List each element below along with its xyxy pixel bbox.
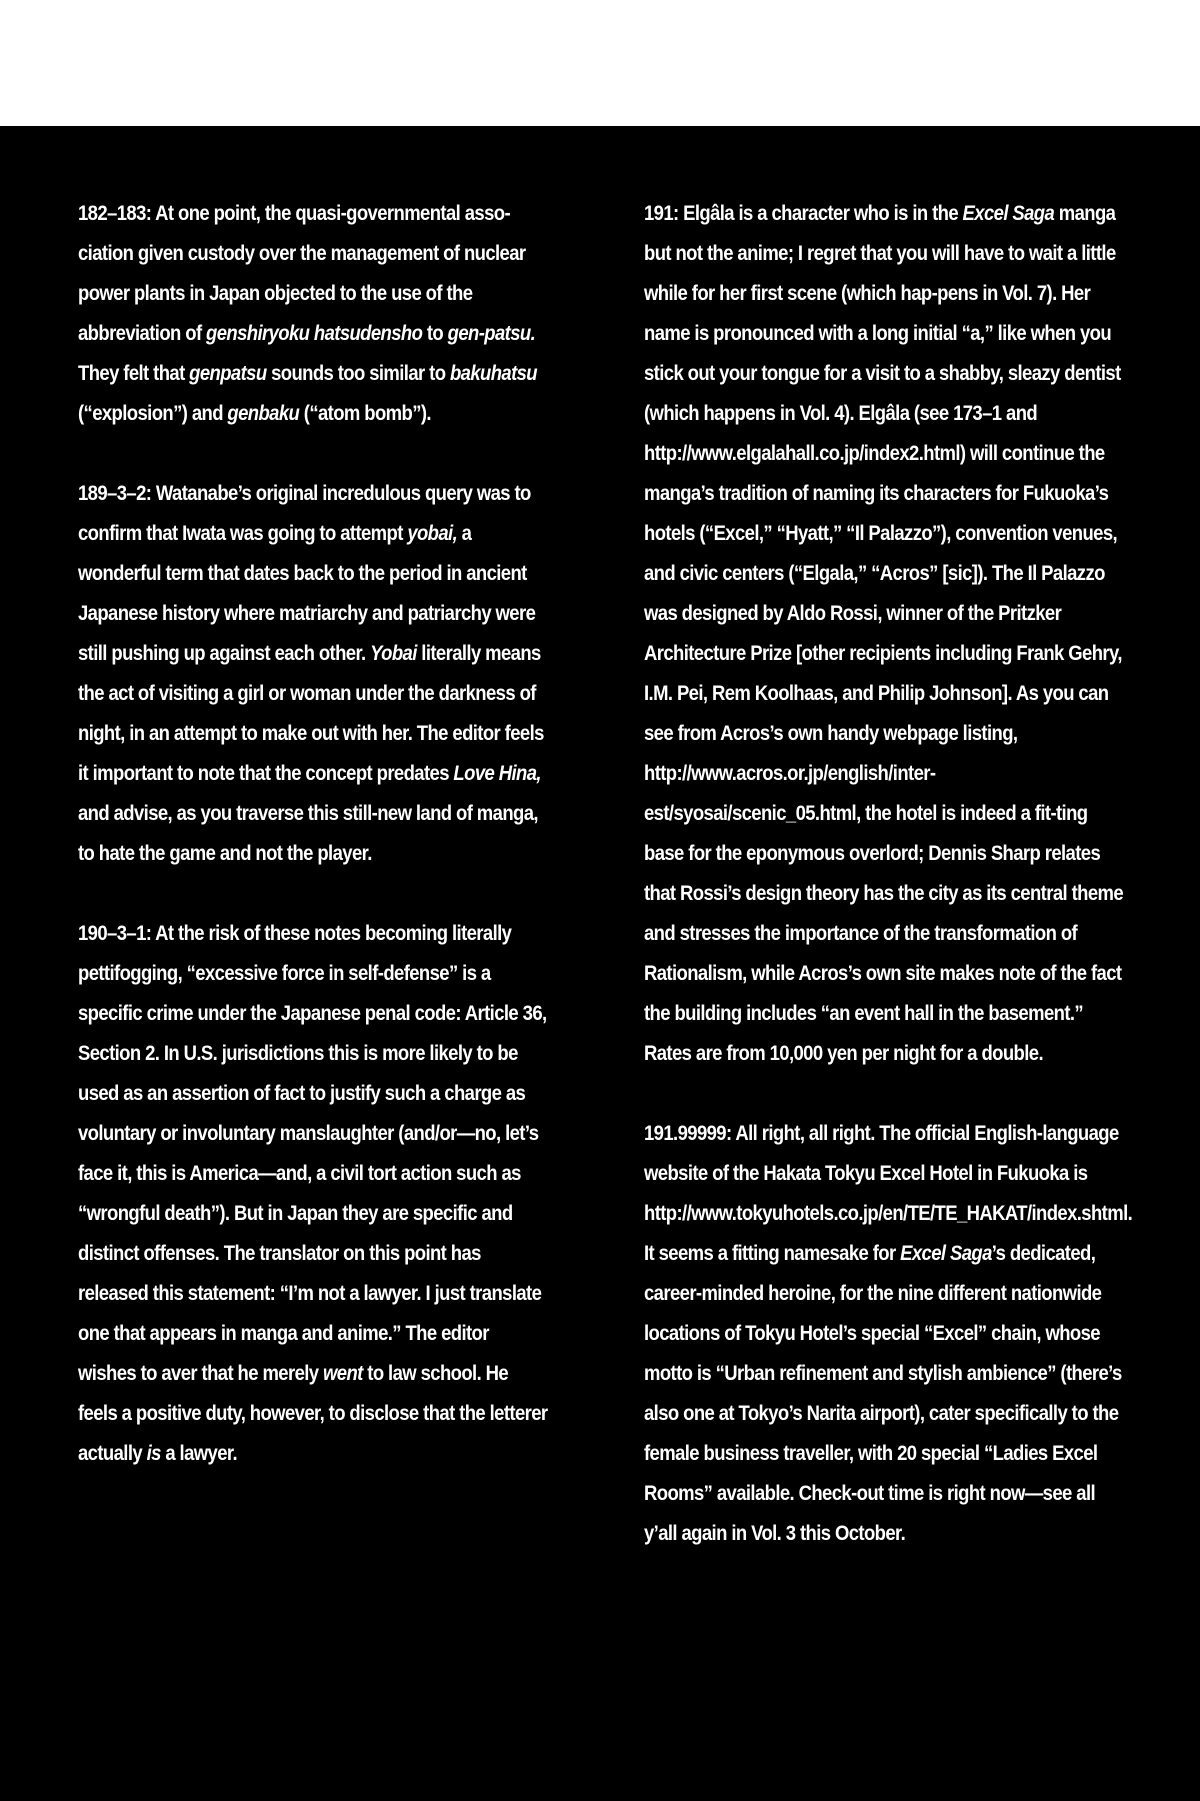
italic-term: Excel Saga [900, 1241, 992, 1265]
note-text [78, 193, 549, 433]
italic-term: is [146, 1441, 161, 1465]
note-text-segment: and advise, as you traverse this still-new land of manga, to hate the game and not the player. [78, 801, 538, 865]
notes-column-right [644, 193, 1131, 1593]
translation-note-182-183 [78, 193, 549, 433]
italic-term: gen-patsu. [447, 321, 536, 345]
note-text-segment: a lawyer. [160, 1441, 238, 1465]
note-text-segment: (“explosion”) and [78, 401, 228, 425]
italic-term: genbaku [227, 401, 300, 425]
italic-term: genpatsu [189, 361, 267, 385]
italic-term: Yobai [370, 641, 417, 665]
italic-term: yobai, [407, 521, 458, 545]
notes-column-left [78, 193, 549, 1513]
italic-term: Excel Saga [962, 201, 1055, 225]
italic-term: went [323, 1361, 363, 1385]
note-text-segment: sounds too similar to [266, 361, 450, 385]
note-text [644, 1113, 1131, 1553]
note-text-segment: 189–3–2: Watanabe’s original incredulous query was to confirm that Iwata was going to attempt [78, 481, 531, 545]
italic-term: genshiryoku hatsudensho [206, 321, 423, 345]
note-text-segment: manga but not the anime; I regret that you will have to wait a little while for her first scene (which hap-pens in Vol. 7). Her name is pronounced with a long initial “a,” like when you stick out your tongue for a visit to a shabby, sleazy dentist (which happens in Vol. 4). Elgâla (see 173–1 and http://www.elgalahall.co.jp/index2.html) will continue the manga’s tradition of naming its characters for Fukuoka’s hotels (“Excel,” “Hyatt,” “Il Palazzo”), convention venues, and civic centers (“Elgala,” “Acros” [sic]). The Il Palazzo was designed by Aldo Rossi, winner of the Pritzker Architecture Prize [other recipients including Frank Gehry, I.M. Pei, Rem Koolhaas, and Philip Johnson]. As you can see from Acros’s own handy webpage listing, http://www.acros.or.jp/english/inter-est/syosai/scenic_05.html, the hotel is indeed a fit-ting base for the eponymous overlord; Dennis Sharp relates that Rossi’s design theory has the city as its central theme and stresses the importance of the transformation of Rationalism, while Acros’s own site makes note of the fact the building includes “an event hall in the basement.” Rates are from 10,000 yen per night for a double. [644, 201, 1124, 1065]
translation-note-190-3-1 [78, 913, 549, 1473]
note-text-segment: 190–3–1: At the risk of these notes becoming literally pettifogging, “excessive force in self-defense” is a specific crime under the Japanese penal code: Article 36, Section 2. In U.S. jurisdictions this is more likely to be used as an assertion of fact to justify such a charge as voluntary or involuntary manslaughter (and/or—no, let’s face it, this is America—and, a civil tort action such as “wrongful death”). But in Japan they are specific and distinct offenses. The translator on this point has released this statement: “I’m not a lawyer. I just translate one that appears in manga and anime.” The editor wishes to aver that he merely [78, 921, 547, 1385]
note-text-segment: 191: Elgâla is a character who is in the [644, 201, 963, 225]
note-text-segment: ’s dedicated, career-minded heroine, for the nine different nationwide locations of Tokyu Hotel’s special “Excel” chain, whose motto is “Urban refinement and stylish ambience” (there’s also one at Tokyo’s Narita airport), cater specifically to the female business traveller, with 20 special “Ladies Excel Rooms” available. Check-out time is right now—see all y’all again in Vol. 3 this October. [644, 1241, 1122, 1545]
note-text-segment: (“atom bomb”). [299, 401, 431, 425]
translation-note-191 [644, 193, 1131, 1073]
top-white-margin [0, 0, 1200, 126]
note-text-segment: literally means the act of visiting a girl or woman under the darkness of night, in an attempt to make out with her. The editor feels it important to note that the concept predates [78, 641, 544, 785]
note-text-segment: to [422, 321, 448, 345]
note-text-segment: a wonderful term that dates back to the period in ancient Japanese history where matriarchy and patriarchy were still pushing up against each other. [78, 521, 536, 665]
note-text [78, 473, 549, 873]
note-text [644, 193, 1131, 1073]
note-text [78, 913, 549, 1473]
italic-term: Love Hina, [453, 761, 541, 785]
note-text-segment: 191.99999: All right, all right. The official English-language website of the Hakata Tokyu Excel Hotel in Fukuoka is http://www.tokyuhotels.co.jp/en/TE/TE_HAKAT/index.shtml. It seems a fitting namesake for [644, 1121, 1133, 1265]
note-text-segment: 182–183: At one point, the quasi-governmental asso-ciation given custody over the management of nuclear power plants in Japan objected to the use of the abbreviation of [78, 201, 526, 345]
translation-note-189-3-2 [78, 473, 549, 873]
note-text-segment: They felt that [78, 361, 190, 385]
note-text-segment: to law school. He feels a positive duty, however, to disclose that the letterer actually [78, 1361, 548, 1465]
translation-note-191.99999 [644, 1113, 1131, 1553]
italic-term: bakuhatsu [449, 361, 538, 385]
